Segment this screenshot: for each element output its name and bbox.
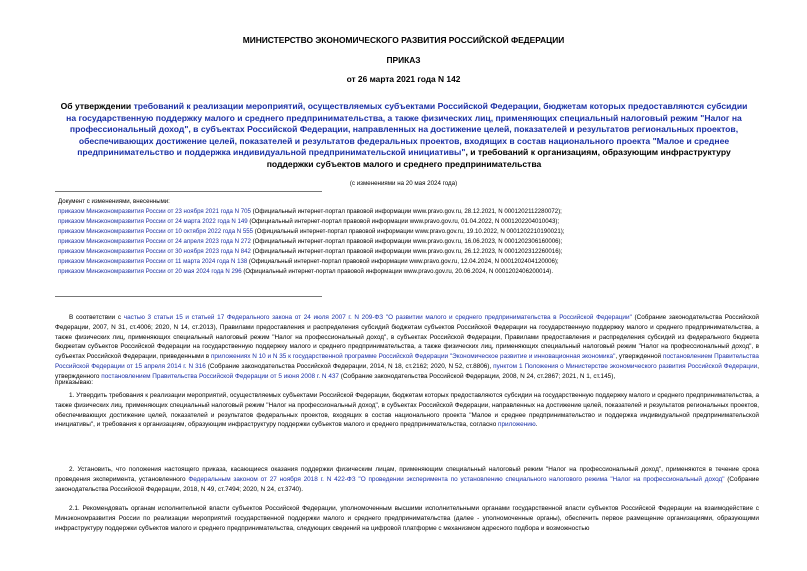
change-item	[58, 267, 758, 277]
order-word: приказываю:	[55, 379, 93, 386]
change-text: (Официальный интернет-портал правовой информации www.pravo.gov.ru, 28.12.2021, N 0001202112280072);	[250, 208, 562, 215]
change-item	[58, 257, 758, 267]
change-link[interactable]: приказом Минэкономразвития России от 11 марта 2024 года N 138	[58, 258, 248, 265]
change-text: (Официальный интернет-портал правовой информации www.pravo.gov.ru, 12.04.2024, N 0001202404120006);	[247, 258, 559, 265]
document-date-number: от 26 марта 2021 года N 142	[346, 74, 461, 84]
ministry-name: МИНИСТЕРСТВО ЭКОНОМИЧЕСКОГО РАЗВИТИЯ РОССИЙСКОЙ ФЕДЕРАЦИИ	[242, 35, 565, 45]
changes-heading: Документ с изменениями, внесенными:	[58, 198, 170, 205]
text: 2. Установить, что положения настоящего приказа, касающиеся оказания поддержки физическим лицам, применяющим специальный налоговый режим "Налог на профессиональный доход", применяются в течение срока проведения эксперимента, установленного	[55, 466, 759, 483]
resolution-316-link[interactable]: постановлением Правительства Российской Федерации от 15 апреля 2014 г. N 316	[55, 353, 759, 370]
text: 1. Утвердить требования к реализации мероприятий, осуществляемых субъектами Российской Федерации, бюджетам которых предоставляются субсидии на государственную поддержку малого и среднего предпринимательства, а также физических лиц, применяющих специальный налоговый режим "Налог на профессиональный доход", в субъектах Российской Федерации, направленных на достижение целей, показателей и результатов региональных проектов, обеспечивающих достижение целей, показателей и результатов федеральных проектов, входящих в состав национального проекта "Малое и среднее предпринимательство и поддержка индивидуальной предпринимательской инициативы", и требования к организациям, образующим инфраструктуру поддержки субъектов малого и среднего предпринимательства, согласно	[55, 392, 759, 429]
resolution-437-link[interactable]: постановлением Правительства Российской Федерации от 5 июня 2008 г. N 437	[101, 372, 339, 380]
program-appendix-link[interactable]: приложениях N 10 и N 35 к государственной программе Российской Федерации "Экономическое развитие и инновационная экономика"	[210, 353, 616, 361]
title-link[interactable]: требований к реализации мероприятий, осуществляемых субъектами Российской Федерации, бюджетам которых предоставляются субсидии на государственную поддержку малого и среднего предпринимательства, а также физических лиц, применяющих специальный налоговый режим "Налог на профессиональный доход", в субъектах Российской Федерации, направленных на достижение целей, показателей и результатов региональных проектов, обеспечивающих достижение целей, показателей и результатов федеральных проектов, входящих в состав национального проекта "Малое и среднее предпринимательство и поддержка индивидуальной предпринимательской инициативы"	[66, 101, 748, 157]
change-text: (Официальный интернет-портал правовой информации www.pravo.gov.ru, 19.10.2022, N 0001202210190021);	[253, 228, 565, 235]
text: .	[535, 421, 538, 429]
document-title	[58, 101, 750, 170]
text: (Собрание законодательства Российской Федерации, 2014, N 18, ст.2162; 2020, N 52, ст.8806),	[205, 362, 494, 370]
ministry-regulation-link[interactable]: пунктом 1 Положения о Министерстве экономического развития Российской Федерации	[493, 362, 758, 370]
change-link[interactable]: приказом Минэкономразвития России от 20 мая 2024 года N 296	[58, 268, 242, 275]
text: (Собрание законодательства Российской Федерации, 2018, N 49, ст.7494; 2020, N 24, ст.3740).	[55, 475, 759, 493]
title-suffix: , и требований к организациям, образующим инфраструктуру поддержки субъектов малого и среднего предпринимательства	[266, 147, 731, 169]
change-text: (Официальный интернет-портал правовой информации www.pravo.gov.ru, 26.12.2023, N 0001202312260016);	[250, 248, 563, 255]
change-item	[58, 227, 758, 237]
divider-bottom	[55, 296, 322, 297]
change-item	[58, 207, 758, 217]
changes-list	[58, 197, 758, 277]
preamble-paragraph	[55, 313, 759, 382]
appendix-link[interactable]: приложению	[498, 421, 536, 429]
text: В соответствии с	[69, 314, 124, 321]
clause-2-1: 2.1. Рекомендовать органам исполнительной власти субъектов Российской Федерации, уполномоченным высшими исполнительными органами государственной власти субъектов Российской Федерации на взаимодействие с Минэкономразвития России по реализации мероприятий государственной поддержки малого и среднего предпринимательства (далее - уполномоченные органы), обеспечить первое размещение организациями, образующими инфраструктуру поддержки субъектов малого и среднего предпринимательства, следующих сведений на цифровой платформе с механизмом адресного подбора и возможностью	[55, 505, 759, 532]
change-text: (Официальный интернет-портал правовой информации www.pravo.gov.ru, 01.04.2022, N 0001202204010043);	[247, 218, 560, 225]
clause-2	[55, 465, 759, 494]
divider-top	[55, 191, 322, 192]
clause-1	[55, 391, 759, 430]
federal-law-422-link[interactable]: Федеральным законом от 27 ноября 2018 г. N 422-ФЗ "О проведении эксперимента по установлению специального налогового режима "Налог на профессиональный доход"	[188, 475, 725, 483]
change-link[interactable]: приказом Минэкономразвития России от 24 марта 2022 года N 149	[58, 218, 248, 225]
title-prefix: Об утверждении	[60, 101, 134, 111]
change-item	[58, 247, 758, 257]
change-item	[58, 237, 758, 247]
text: , утвержденного	[55, 362, 759, 380]
text: , утвержденной	[615, 353, 663, 361]
text: (Собрание законодательства Российской Федерации, 2007, N 31, ст.4006; 2020, N 14, ст.2013), Правилами предоставления и распределения субсидий бюджетам субъектов Российской Федерации на государственную поддержку малого и среднего предпринимательства, а также физических лиц, применяющих специальный налоговый режим "Налог на профессиональный доход", в субъектах Российской Федерации, Правилами предоставления и распределения субсидий из федерального бюджета бюджетам субъектов Российской Федерации на государственную поддержку малого и среднего предпринимательства, а также физических лиц, применяющих специальный налоговый режим "Налог на профессиональный доход", в субъектах Российской Федерации, приведенными в	[55, 314, 760, 361]
change-link[interactable]: приказом Минэкономразвития России от 24 апреля 2023 года N 272	[58, 238, 251, 245]
change-text: (Официальный интернет-портал правовой информации www.pravo.gov.ru, 20.06.2024, N 0001202406200014).	[241, 268, 554, 275]
change-link[interactable]: приказом Минэкономразвития России от 23 ноября 2021 года N 705	[58, 208, 251, 215]
text: (Собрание законодательства Российской Федерации, 2008, N 24, ст.2867; 2021, N 1, ст.145),	[339, 372, 616, 380]
change-item	[58, 217, 758, 227]
change-link[interactable]: приказом Минэкономразвития России от 30 ноября 2023 года N 842	[58, 248, 251, 255]
change-text: (Официальный интернет-портал правовой информации www.pravo.gov.ru, 16.06.2023, N 0001202306160006);	[250, 238, 563, 245]
document-type: ПРИКАЗ	[386, 55, 421, 65]
revision-note: (с изменениями на 20 мая 2024 года)	[349, 180, 458, 187]
law-link[interactable]: частью 3 статьи 15 и статьей 17 Федерального закона от 24 июля 2007 г. N 209-ФЗ "О развитии малого и среднего предпринимательства в Российской Федерации"	[123, 314, 632, 321]
change-link[interactable]: приказом Минэкономразвития России от 10 октября 2022 года N 555	[58, 228, 254, 235]
